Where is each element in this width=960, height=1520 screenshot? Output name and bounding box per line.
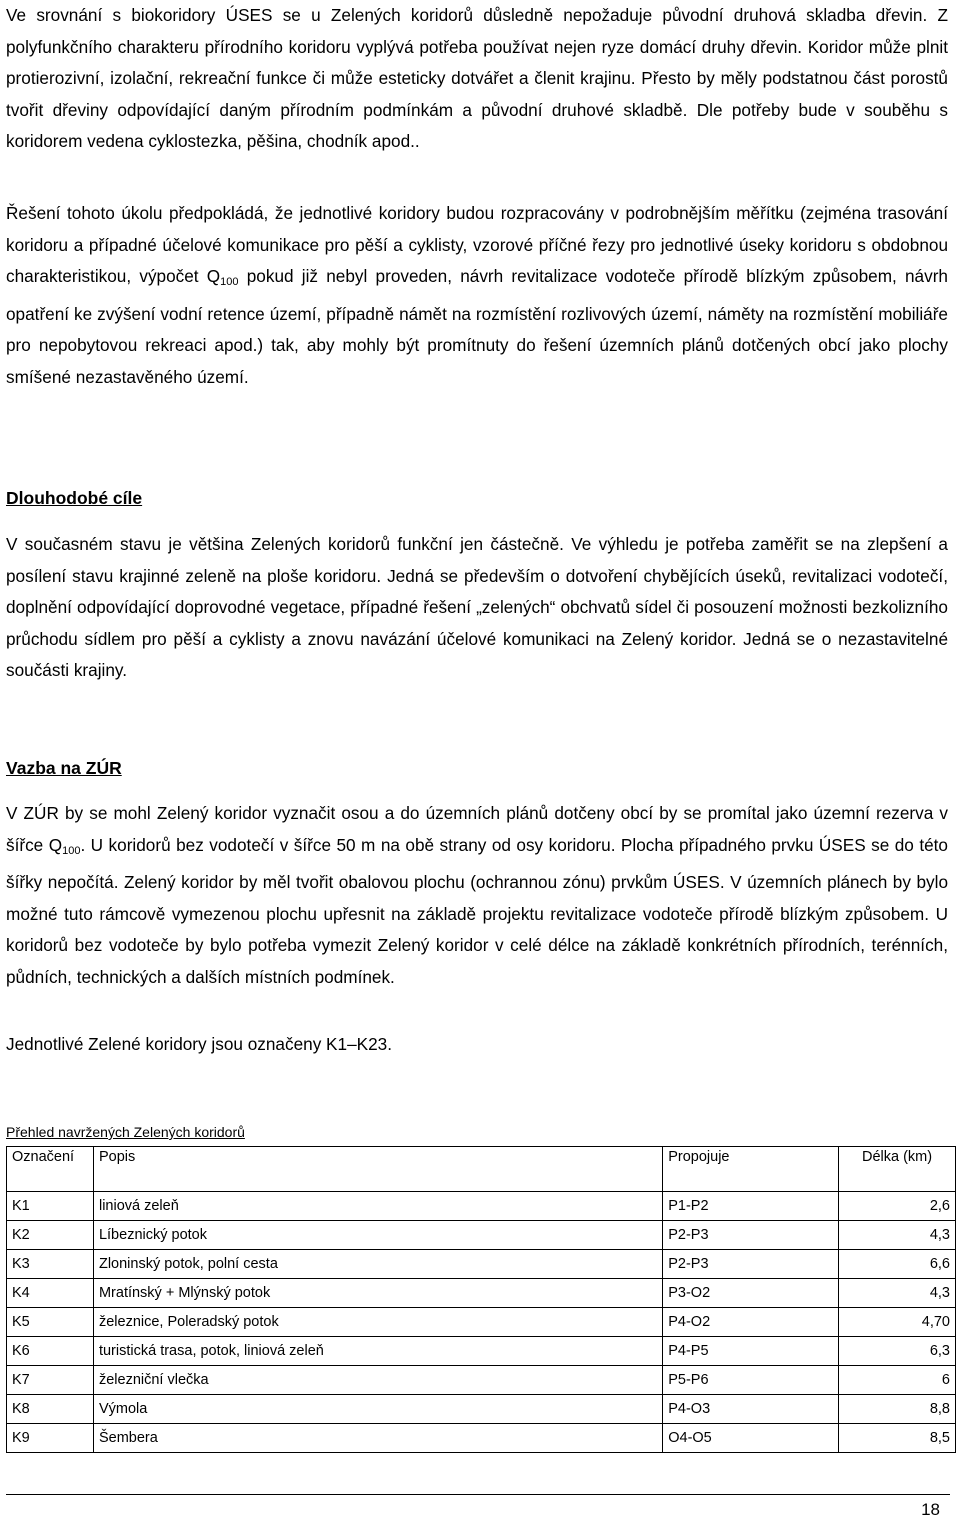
cell-connects: P2-P3: [663, 1250, 839, 1279]
cell-code: K8: [7, 1395, 94, 1424]
cell-connects: P1-P2: [663, 1192, 839, 1221]
cell-length: 4,3: [839, 1221, 956, 1250]
table-row: [7, 1192, 956, 1221]
table-row: [7, 1395, 956, 1424]
cell-code: K3: [7, 1250, 94, 1279]
cell-description: železnice, Poleradský potok: [93, 1308, 662, 1337]
cell-length: 4,70: [839, 1308, 956, 1337]
cell-description: Výmola: [93, 1395, 662, 1424]
cell-code: K6: [7, 1337, 94, 1366]
footer-divider: [6, 1494, 950, 1495]
cell-description: Zloninský potok, polní cesta: [93, 1250, 662, 1279]
table-row: [7, 1221, 956, 1250]
cell-length: 6: [839, 1366, 956, 1395]
paragraph-species-composition: Ve srovnání s biokoridory ÚSES se u Zelených koridorů důsledně nepožaduje původní druhová skladba dřevin. Z polyfunkčního charakteru přírodního koridoru vyplývá potřeba používat nejen ryze domácí druhy dřevin. Koridor může plnit protierozivní, izolační, rekreační funkce či může esteticky dotvářet a členit krajinu. Přesto by měly podstatnou část porostů tvořit dřeviny odpovídající daným přírodním podmínkám a původní druhové skladbě. Dle potřeby bude v souběhu s koridorem vedena cyklostezka, pěšina, chodník apod..: [6, 5, 948, 151]
cell-code: K2: [7, 1221, 94, 1250]
cell-connects: P4-P5: [663, 1337, 839, 1366]
cell-length: 4,3: [839, 1279, 956, 1308]
paragraph-zur-text-b: . U koridorů bez vodotečí v šířce 50 m na obě strany od osy koridoru. Plocha případného prvku ÚSES se do této šířky nepočítá. Zelený koridor by měl tvořit obalovou plochu (ochrannou zónu) prvkům ÚSES. V územních plánech by bylo možné tuto rámcově vymezenou plochu upřesnit na základě projektu revitalizace vodoteče přírodě blízkým způsobem. U koridorů bez vodoteče by bylo potřeba vymezit Zelený koridor v celé délce na základě konkrétních přírodních, terénních, půdních, technických a dalších místních podmínek.: [6, 834, 948, 987]
subscript-100: 100: [220, 276, 239, 288]
paragraph-corridor-labels: Jednotlivé Zelené koridory jsou označeny K1–K23.: [6, 1034, 392, 1054]
header-description: Popis: [93, 1147, 662, 1192]
cell-length: 8,8: [839, 1395, 956, 1424]
cell-description: liniová zeleň: [93, 1192, 662, 1221]
table-row: [7, 1279, 956, 1308]
table-caption: Přehled navržených Zelených koridorů: [6, 1124, 245, 1140]
cell-connects: P4-O3: [663, 1395, 839, 1424]
cell-length: 8,5: [839, 1424, 956, 1453]
paragraph-solution-text-a: Řešení tohoto úkolu předpokládá, že jednotlivé koridory budou rozpracovány v podrobnějším měřítku (zejména trasování koridoru a případné účelové komunikace pro pěší a cyklisty, vzorové příčné řezy pro jednotlivé úseky koridoru s obdobnou charakteristikou, výpočet Q: [6, 203, 948, 286]
cell-code: K4: [7, 1279, 94, 1308]
cell-connects: O4-O5: [663, 1424, 839, 1453]
cell-code: K9: [7, 1424, 94, 1453]
header-connects: Propojuje: [663, 1147, 839, 1192]
cell-code: K5: [7, 1308, 94, 1337]
corridors-table: [6, 1146, 956, 1453]
table-row: [7, 1250, 956, 1279]
table-row: [7, 1337, 956, 1366]
heading-long-term-goals: Dlouhodobé cíle: [6, 488, 143, 508]
cell-description: Šembera: [93, 1424, 662, 1453]
page-number: 18: [921, 1500, 940, 1519]
table-header-row: [7, 1147, 956, 1192]
paragraph-zur: [6, 798, 948, 993]
cell-code: K1: [7, 1192, 94, 1221]
cell-code: K7: [7, 1366, 94, 1395]
paragraph-solution-text-b: pokud již nebyl proveden, návrh revitalizace vodoteče přírodě blízkým způsobem, návrh opatření ke zvýšení vodní retence území, případně námět na rozmístění rozlivových území, náměty na rozmístění mobiliáře pro nepobytovou rekreaci apod.) tak, aby mohly být promítnuty do řešení územních plánů dotčených obcí jako plochy smíšené nezastavěného území.: [6, 266, 948, 387]
cell-description: turistická trasa, potok, liniová zeleň: [93, 1337, 662, 1366]
paragraph-solution: [6, 198, 948, 393]
cell-description: železniční vlečka: [93, 1366, 662, 1395]
table-row: [7, 1424, 956, 1453]
cell-description: Mratínský + Mlýnský potok: [93, 1279, 662, 1308]
cell-connects: P3-O2: [663, 1279, 839, 1308]
cell-connects: P5-P6: [663, 1366, 839, 1395]
cell-length: 6,3: [839, 1337, 956, 1366]
subscript-100: 100: [62, 844, 81, 857]
heading-zur: Vazba na ZÚR: [6, 758, 122, 778]
cell-length: 2,6: [839, 1192, 956, 1221]
header-length: Délka (km): [839, 1147, 956, 1192]
paragraph-zur-text-a: V ZÚR by se mohl Zelený koridor vyznačit osou a do územních plánů dotčeny obcí by se promítal jako územní rezerva v šířce Q: [6, 803, 948, 855]
table-body: [7, 1192, 956, 1453]
table-row: [7, 1308, 956, 1337]
paragraph-long-term-goals: V současném stavu je většina Zelených koridorů funkční jen částečně. Ve výhledu je potřeba zaměřit se na zlepšení a posílení stavu krajinné zeleně na ploše koridoru. Jedná se především o dotvoření chybějících úseků, revitalizaci vodotečí, doplnění odpovídající doprovodné vegetace, případné řešení „zelených“ obchvatů sídel či posouzení možnosti bezkolizního průchodu sídlem pro pěší a cyklisty a znovu navázání účelové komunikaci na Zelený koridor. Jedná se o nezastavitelné součásti krajiny.: [6, 534, 948, 680]
table-row: [7, 1366, 956, 1395]
cell-length: 6,6: [839, 1250, 956, 1279]
cell-description: Líbeznický potok: [93, 1221, 662, 1250]
cell-connects: P2-P3: [663, 1221, 839, 1250]
cell-connects: P4-O2: [663, 1308, 839, 1337]
header-code: Označení: [7, 1147, 94, 1192]
